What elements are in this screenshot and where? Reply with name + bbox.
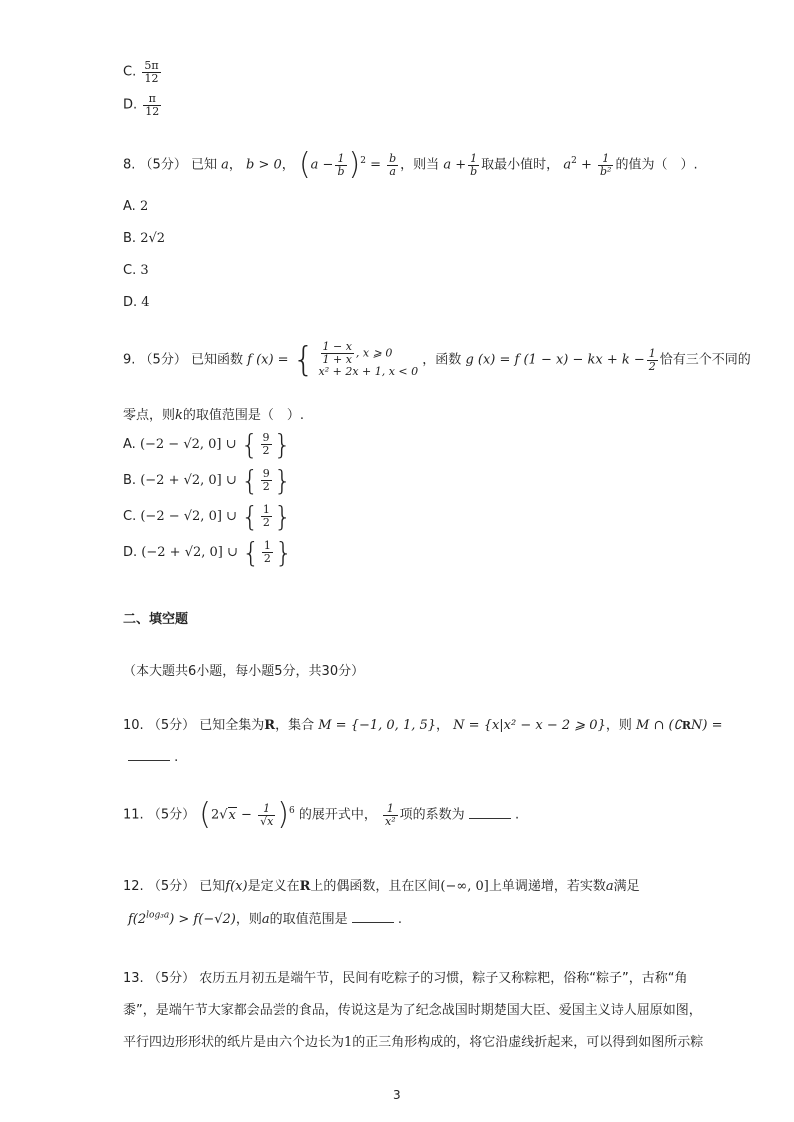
piecewise-cases: $\frac{1 - x}{1 + x}$ , x ⩾ 0 x² + 2x + 1, x < 0	[318, 340, 419, 379]
page-number: 3	[393, 1088, 401, 1102]
question-10-stem: 10. （5分） 已知全集为R，集合 M = {−1, 0, 1, 5}， N = {x|x² − x − 2 ⩾ 0}，则 M ∩ (∁RN) =	[123, 718, 723, 733]
q7-option-d	[123, 93, 163, 117]
q8-option-d: D. 4	[123, 295, 150, 310]
question-9-stem-cont: 零点，则k的取值范围是（ ）.	[123, 408, 305, 423]
question-12-stem: 12. （5分） 已知f(x)是定义在R上的偶函数，且在区间(−∞, 0]上单调递增，若实数a满足	[123, 879, 640, 894]
question-13-line-3: 平行四边形形状的纸片是由六个边长为1的正三角形构成的，将它沿虚线折起来，可以得到如图所示粽	[123, 1035, 704, 1050]
option-label: D.	[123, 97, 138, 113]
q8-option-b: B. 2√2	[123, 231, 166, 246]
fraction: $\frac{\pi}{12}$	[145, 92, 160, 118]
q7-option-c	[123, 60, 163, 84]
question-11-stem: 11. （5分） (2√x − $\frac{1}{√x}$ )$^6$ 的展开式中， $\frac{1}{\text{x²}}$ 项的系数为 .	[123, 797, 520, 832]
question-9-stem: 9. （5分） 已知函数 f (x) = { $\frac{1 - x}{1 + x}$ , x ⩾ 0 x² + 2x + 1, x < 0 ，函数 g (x) = f (1 − x) − kx + k − $\frac{1}{2}$ 恰有三个不同的	[123, 340, 751, 380]
q10-answer-blank[interactable]: .	[128, 750, 178, 765]
question-12-stem-cont: $f(2^{log_3a}) > f(-√2)$，则a的取值范围是 .	[128, 910, 403, 927]
q9-option-d: D. (−2 + √2, 0] ∪ { $\frac{1}{2}$ }	[123, 536, 293, 569]
answer-blank[interactable]	[469, 808, 511, 819]
q8-option-a: A. 2	[123, 199, 149, 214]
q9-option-b: B. (−2 + √2, 0] ∪ { $\frac{9}{2}$ }	[123, 464, 292, 497]
q8-option-c: C. 3	[123, 263, 149, 278]
fraction: $\frac{5\pi}{12}$	[144, 59, 159, 85]
left-brace: {	[292, 340, 315, 380]
question-8-stem: 8. （5分） 已知 a， b > 0， (a − $\frac{1}{b}$ )$^2$ = $\frac{b}{a}$ ，则当 a + $\frac{1}{b}$ 取最小值时， $a^2$ + $\frac{1}{\text{b²}}$ 的值为（ ）.	[123, 147, 698, 182]
question-13-line-1: 13. （5分） 农历五月初五是端午节，民间有吃粽子的习惯，粽子又称粽粑，俗称“粽子”，古称“角	[123, 971, 688, 986]
question-13-line-2: 黍”，是端午节大家都会品尝的食品，传说这是为了纪念战国时期楚国大臣、爱国主义诗人屈原如图，	[123, 1003, 702, 1018]
answer-blank[interactable]	[128, 750, 170, 761]
section-title: 二、填空题	[123, 612, 189, 627]
section-description: （本大题共6小题，每小题5分，共30分）	[123, 664, 365, 679]
answer-blank[interactable]	[352, 912, 394, 923]
q9-option-a: A. (−2 − √2, 0] ∪ { $\frac{9}{2}$ }	[123, 428, 292, 461]
option-label: C.	[123, 64, 137, 80]
q9-option-c: C. (−2 − √2, 0] ∪ { $\frac{1}{2}$ }	[123, 500, 292, 533]
